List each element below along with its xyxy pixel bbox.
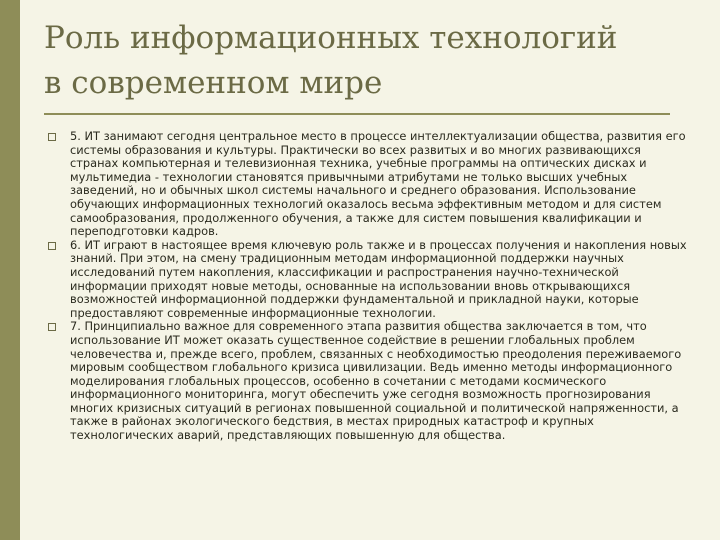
list-item	[48, 320, 688, 442]
square-bullet-icon	[48, 242, 56, 250]
paragraph-6: 6. ИТ играют в настоящее время ключевую роль также и в процессах получения и накопления новых знаний. При этом, на смену традиционным методам информационной поддержки научных исследований путем накопления, классификации и распространения научно-технической информации приходят новые методы, основанные на использовании вновь открывающихся возможностей информационной поддержки фундаментальной и прикладной науки, которые предоставляют современные информационные технологии.	[70, 237, 687, 320]
title-divider	[44, 113, 670, 115]
slide-title	[44, 16, 684, 106]
list-item	[48, 130, 688, 239]
slide-body	[48, 130, 688, 443]
paragraph-5: 5. ИТ занимают сегодня центральное место в процессе интеллектуализации общества, развития его системы образования и культуры. Практически во всех развитых и во многих развивающихся странах компьютерная и телевизионная техника, учебные программы на оптических дисках и мультимедиа - технологии становятся привычными атрибутами не только высших учебных заведений, но и обычных школ системы начального и среднего образования. Использование обучающих информационных технологий оказалось весьма эффективным методом и для систем самообразования, продолженного обучения, а также для систем повышения квалификации и переподготовки кадров.	[70, 129, 686, 239]
paragraph-7: 7. Принципиально важное для современного этапа развития общества заключается в том, что использование ИТ может оказать существенное содействие в решении глобальных проблем человечества и, прежде всего, проблем, связанных с необходимостью преодоления переживаемого мировым сообществом глобального кризиса цивилизации. Ведь именно методы информационного моделирования глобальных процессов, особенно в сочетании с методами космического информационного мониторинга, могут обеспечить уже сегодня возможность прогнозирования многих кризисных ситуаций в регионах повышенной социальной и политической напряженности, а также в районах экологического бедствия, в местах природных катастроф и крупных технологических аварий, представляющих повышенную для общества.	[70, 319, 682, 443]
square-bullet-icon	[48, 323, 56, 331]
slide-title-line-1: Роль информационных технологий	[44, 20, 618, 56]
square-bullet-icon	[48, 133, 56, 141]
slide-title-line-2: в современном мире	[44, 65, 383, 101]
list-item	[48, 239, 688, 321]
left-accent-bar	[0, 0, 20, 540]
